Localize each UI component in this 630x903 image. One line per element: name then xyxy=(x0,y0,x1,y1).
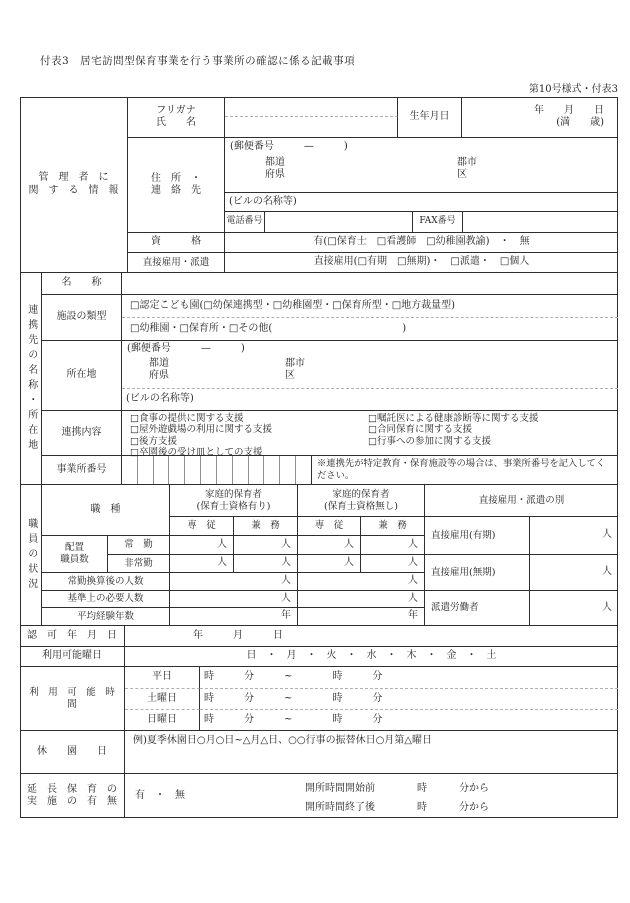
group1-header: 家庭的保育者 (保育士資格有り) xyxy=(170,485,298,517)
fte-count-2: 人 xyxy=(298,573,425,591)
hours-sunday-field: 時 分 ~ 時 分 xyxy=(200,710,618,731)
staff-type-header: 職 種 xyxy=(42,485,170,536)
city-ward-label: 郡市 区 xyxy=(457,157,477,180)
required-staff-label: 基準上の必要人数 xyxy=(42,591,170,608)
fte-label: 常勤換算後の人数 xyxy=(42,573,170,591)
parttime-concurrent2-count: 人 xyxy=(361,555,425,573)
closed-days-label: 休 園 日 xyxy=(20,731,125,774)
extended-care-label: 延 長 保 育 の 実 施 の 有 無 xyxy=(20,774,125,818)
coop-item: □卒園後の受け皿としての支援 xyxy=(130,446,263,458)
fax-label: FAX番号 xyxy=(413,212,463,233)
dedicated-header-1: 専 従 xyxy=(170,517,234,536)
section-label-manager xyxy=(20,97,128,273)
tel-field xyxy=(265,212,413,233)
avg-years-label: 平均経験年数 xyxy=(42,608,170,626)
fulltime-concurrent1-count: 人 xyxy=(234,536,298,555)
postal-code-label: (郵便番号 — ) xyxy=(230,141,348,152)
name-field xyxy=(225,117,398,138)
extended-care-times xyxy=(305,779,489,817)
available-days-label: 利用可能曜日 xyxy=(20,647,125,667)
furigana-name-label xyxy=(128,97,225,138)
available-days-value: 日 ・ 月 ・ 火 ・ 水 ・ 木 ・ 金 ・ 土 xyxy=(125,647,618,667)
partner-building-field: (ビルの名称等) xyxy=(122,389,618,411)
page-title: 付表3 居宅訪問型保育事業を行う事業所の確認に係る記載事項 xyxy=(40,55,356,67)
birthdate-field xyxy=(462,97,618,138)
name-label: 氏 名 xyxy=(156,117,196,128)
placement-staff-label: 配置 職員数 xyxy=(42,536,108,573)
hours-day-weekday: 平日 xyxy=(125,667,200,689)
office-number-cell xyxy=(138,456,154,484)
office-number-cell xyxy=(233,456,249,484)
office-number-cell xyxy=(201,456,217,484)
closed-days-field: 例)夏季休園日○月○日~△月△日、○○行事の振替休日○月第△曜日 xyxy=(125,731,618,774)
employment-type-options: 直接雇用(□有期 □無期)・ □派遣・ □個人 xyxy=(225,253,618,273)
avg-years-2: 年 xyxy=(298,608,425,626)
parttime-dedicated1-count: 人 xyxy=(170,555,234,573)
coop-item: □行事への参加に関する支援 xyxy=(368,435,491,447)
fax-field xyxy=(463,212,618,233)
coop-item: □嘱託医による健康診断等に関する支援 xyxy=(368,413,539,424)
fulltime-label: 常 勤 xyxy=(108,536,170,555)
furigana-field xyxy=(225,97,398,117)
partner-prefecture-label: 都道 府県 xyxy=(149,358,169,381)
facility-type-option1: □認定こども園(□幼保連携型・□幼稚園型・□保育所型・□地方裁量型) xyxy=(122,295,618,318)
qualification-label: 資 格 xyxy=(128,233,225,253)
partner-postal-label: (郵便番号 — ) xyxy=(127,343,245,354)
address-label-line2: 連 絡 先 xyxy=(151,185,201,196)
office-number-grid xyxy=(122,456,312,485)
qualification-options: 有(□保育士 □看護師 □幼稚園教諭) ・ 無 xyxy=(225,233,618,253)
dispatch-count: 人 xyxy=(530,591,618,626)
partner-location-label: 所在地 xyxy=(42,341,122,411)
section-label-partner: 連携先の名称・所在地 xyxy=(20,273,42,485)
fulltime-dedicated1-count: 人 xyxy=(170,536,234,555)
approval-date-label: 認 可 年 月 日 xyxy=(20,626,125,647)
prefecture-label: 都道 府県 xyxy=(265,157,285,180)
direct-permanent-count: 人 xyxy=(530,555,618,591)
tel-label: 電話番号 xyxy=(225,212,265,233)
office-number-cell xyxy=(185,456,201,484)
hours-day-sunday: 日曜日 xyxy=(125,710,200,731)
coop-item: □食事の提供に関する支援 xyxy=(130,413,244,424)
facility-type-label: 施設の類型 xyxy=(42,295,122,341)
parttime-label: 非常勤 xyxy=(108,555,170,573)
manager-label-line2: 関 す る 情 報 xyxy=(28,184,119,196)
available-hours-label: 利 用 可 能 時 間 xyxy=(20,667,125,731)
dedicated-header-2: 専 従 xyxy=(298,517,361,536)
form-code: 第10号様式・付表3 xyxy=(528,84,618,95)
office-number-note: ※連携先が特定教育・保育施設等の場合は、事業所番号を記入してください。 xyxy=(312,456,618,485)
approval-date-field: 年 月 日 xyxy=(125,626,618,647)
address-label-line1: 住 所 ・ xyxy=(151,172,201,184)
partner-city-ward-label: 郡市 区 xyxy=(285,358,305,381)
cooperation-label: 連携内容 xyxy=(42,411,122,456)
hours-saturday-field: 時 分 ~ 時 分 xyxy=(200,689,618,710)
office-number-cell xyxy=(280,456,296,484)
concurrent-header-2: 兼 務 xyxy=(361,517,425,536)
fulltime-dedicated2-count: 人 xyxy=(298,536,361,555)
partner-name-label: 名 称 xyxy=(42,273,122,295)
partner-address-field xyxy=(122,341,618,389)
birthdate-label: 生年月日 xyxy=(398,97,462,138)
hours-weekday-field: 時 分 ~ 時 分 xyxy=(200,667,618,689)
office-number-cell xyxy=(154,456,170,484)
fulltime-concurrent2-count: 人 xyxy=(361,536,425,555)
manager-label-line1: 管 理 者 に xyxy=(38,172,109,183)
address-field xyxy=(225,138,618,193)
before-open-line: 開所時間開始前 時 分から xyxy=(305,783,489,794)
office-number-cell xyxy=(217,456,233,484)
coop-item: □後方支援 xyxy=(130,435,177,447)
dispatch-label: 派遣労働者 xyxy=(425,591,530,626)
parttime-dedicated2-count: 人 xyxy=(298,555,361,573)
group2-header: 家庭的保育者 (保育士資格無し) xyxy=(298,485,425,517)
office-number-label: 事業所番号 xyxy=(42,456,122,485)
cooperation-options-right xyxy=(368,413,538,447)
fte-count-1: 人 xyxy=(170,573,298,591)
hours-day-saturday: 土曜日 xyxy=(125,689,200,710)
concurrent-header-1: 兼 務 xyxy=(234,517,298,536)
partner-name-field xyxy=(122,273,618,295)
address-label xyxy=(128,138,225,233)
office-number-cell xyxy=(264,456,280,484)
coop-item: □合同保育に関する支援 xyxy=(368,424,472,436)
building-name-field: (ビルの名称等) xyxy=(225,193,618,212)
cooperation-options-left xyxy=(130,413,272,458)
required-count-2: 人 xyxy=(298,591,425,608)
after-close-line: 開所時間終了後 時 分から xyxy=(305,802,489,813)
furigana-label: フリガナ xyxy=(156,104,196,116)
parttime-concurrent1-count: 人 xyxy=(234,555,298,573)
avg-years-1: 年 xyxy=(170,608,298,626)
group3-header: 直接雇用・派遣の別 xyxy=(425,485,618,517)
coop-item: □屋外遊戯場の利用に関する支援 xyxy=(130,424,272,436)
cooperation-options xyxy=(122,411,618,456)
birthdate-line1: 年 月 日 xyxy=(534,104,604,116)
required-count-1: 人 xyxy=(170,591,298,608)
employment-type-label: 直接雇用・派遣 xyxy=(128,253,225,273)
extended-care-yes-no: 有 ・ 無 xyxy=(135,790,185,801)
office-number-cell xyxy=(296,456,311,484)
facility-type-option2: □幼稚園・□保育所・□その他( ) xyxy=(122,318,618,341)
section-label-staff: 職員の状況 xyxy=(20,485,42,626)
office-number-cell xyxy=(122,456,138,484)
direct-fixed-label: 直接雇用(有期) xyxy=(425,517,530,555)
direct-fixed-count: 人 xyxy=(530,517,618,555)
direct-permanent-label: 直接雇用(無期) xyxy=(425,555,530,591)
birthdate-line2: (満 歳) xyxy=(556,117,604,128)
office-number-cell xyxy=(169,456,185,484)
office-number-cell xyxy=(249,456,265,484)
extended-care-field xyxy=(125,774,618,818)
